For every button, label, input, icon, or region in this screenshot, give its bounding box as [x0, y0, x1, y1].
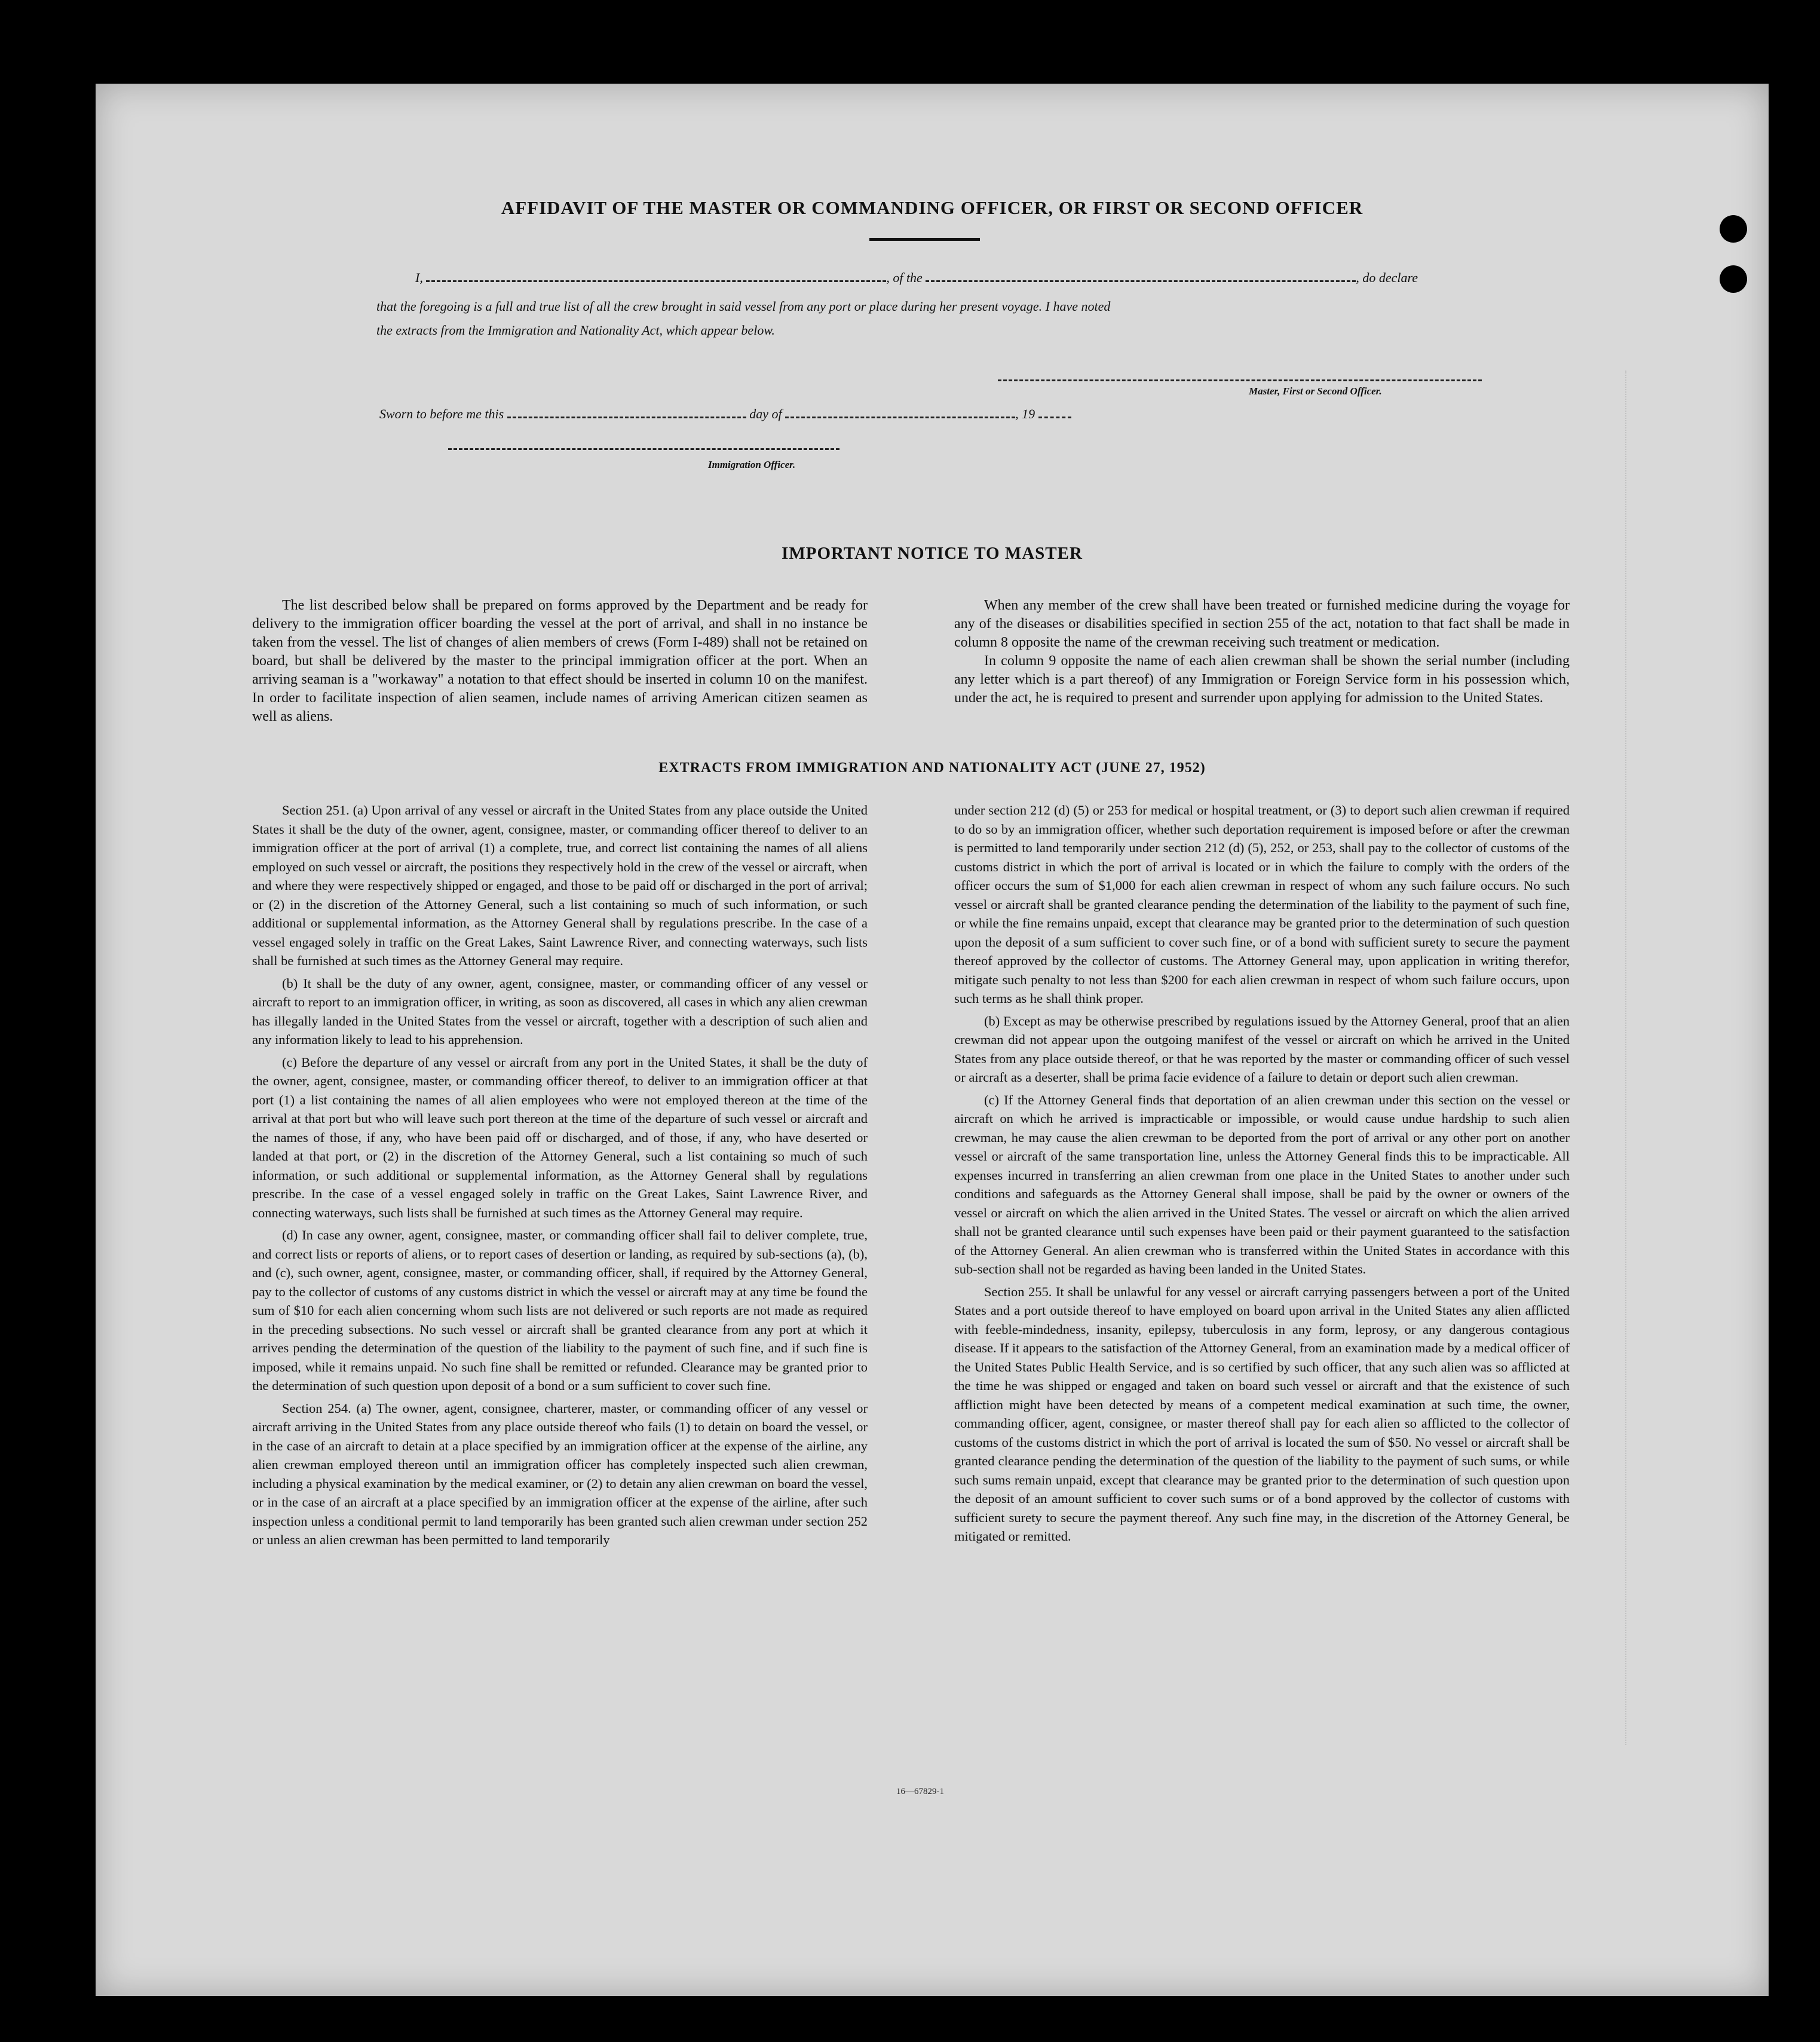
- affidavit-title: AFFIDAVIT OF THE MASTER OR COMMANDING OFFICER, OR FIRST OR SECOND OFFICER: [501, 197, 1364, 218]
- i-label: I,: [415, 270, 423, 285]
- section-254-b: (b) Except as may be otherwise prescribed by regulations issued by the Attorney General, proof that an alien crewman did not appear upon the outgoing manifest of the vessel or aircraft on which he arrived in the United States from any place outside thereof, or that he was reported by the master or commanding officer of such vessel or aircraft as a deserter, shall be prima facie evidence of a failure to detain or deport such alien crewman.: [954, 1013, 1570, 1085]
- title-underline: [869, 238, 980, 241]
- notice-right-text-1: When any member of the crew shall have been treated or furnished medicine during the voyage for any of the diseases or disabilities specified in section 255 of the act, notation to that fact shall be made in column 8 opposite the name of the crewman receiving such treatment or medication.: [954, 598, 1570, 650]
- section-254-c: (c) If the Attorney General finds that deportation of an alien crewman under this section on the vessel or aircraft on which he arrived is impracticable or impossible, or would cause undue hardship to such alien crewman, he may cause the alien crewman to be deported from the port of arrival or any other port on another vessel or aircraft of the same transportation line, unless the Attorney General finds this to be impracticable. All expenses incurred in transferring an alien crewman from one place in the United States to another under such conditions and safeguards as the Attorney General shall impose, shall be paid by the owner or owners of the vessel or aircraft on which the alien arrived in the United States. The vessel or aircraft on which the alien arrived shall not be granted clearance until such expenses have been paid or their payment guaranteed to the satisfaction of the Attorney General. An alien crewman who is transferred within the United States in accordance with this sub-section shall not be regarded as having been landed in the United States.: [954, 1092, 1570, 1276]
- affidavit-declaration-row: [415, 270, 1571, 286]
- of-the-label: , of the: [886, 270, 923, 285]
- vessel-field[interactable]: [926, 280, 1356, 282]
- name-field[interactable]: [426, 280, 886, 282]
- section-254-a: Section 254. (a) The owner, agent, consignee, charterer, master, or commanding officer of any vessel or aircraft arriving in the United States from any place outside thereof who fails (1) to detain on board the vessel, or in the case of an aircraft to detain at a place specified by an immigration officer at the expense of the airline, any alien crewman employed thereon until an immigration officer has completely inspected such alien crewman, including a physical examination by the medical examiner, or (2) to detain any alien crewman on board the vessel, or in the case of an aircraft at a place specified by an immigration officer at the expense of the airline, after such inspection unless a conditional permit to land temporarily has been granted such alien crewman under section 252 or unless an alien crewman has been permitted to land temporarily: [252, 1400, 868, 1547]
- sworn-day-field[interactable]: [507, 417, 746, 418]
- document-page: [96, 84, 1769, 1996]
- sworn-year-field[interactable]: [1038, 417, 1071, 418]
- notice-left-text: The list described below shall be prepared on forms approved by the Department and be ready for delivery to the immigration officer boarding the vessel at the port of arrival, and shall in no instance be taken from the vessel. The list of changes of alien members of crews (Form I-489) shall not be retained on board, but shall be delivered by the master to the principal immigration officer at the port. When an arriving seaman is a "workaway" a notation to that effect should be inserted in column 10 on the manifest. In order to facilitate inspection of alien seamen, include names of arriving American citizen seamen as well as aliens.: [252, 598, 868, 724]
- day-of-label: day of: [749, 406, 782, 421]
- immigration-officer-field[interactable]: [448, 448, 839, 450]
- section-254-a-cont: under section 212 (d) (5) or 253 for medical or hospital treatment, or (3) to deport such alien crewman if required to do so by an immigration officer, whether such deportation requirement is imposed before or after the crewman is permitted to land temporarily under section 212 (d) (5), 252, or 253, shall pay to the collector of customs of the customs district in which the port of arrival is located or in which the failure to comply with the orders of the officer occurs the sum of $1,000 for each alien crewman in respect of whom any such failure occurs. No such vessel or aircraft shall be granted clearance pending the determination of the liability to the payment of such fine, or while the fine remains unpaid, except that clearance may be granted prior to the determination of such question upon the deposit of a sum sufficient to cover such fine, or of a bond with sufficient surety to secure the payment thereof approved by the collector of customs. The Attorney General may, upon application in writing therefor, mitigate such penalty to not less than $200 for each alien crewman in respect of whom such failure occurs, upon such terms as he shall think proper.: [954, 803, 1570, 1006]
- extracts-title: EXTRACTS FROM IMMIGRATION AND NATIONALITY ACT (JUNE 27, 1952): [658, 760, 1206, 776]
- sworn-month-field[interactable]: [785, 417, 1015, 418]
- declaration-line-2: the extracts from the Immigration and Nationality Act, which appear below.: [376, 323, 775, 338]
- notice-title: IMPORTANT NOTICE TO MASTER: [782, 544, 1083, 563]
- section-251-d: (d) In case any owner, agent, consignee, master, or commanding officer shall fail to deliver complete, true, and correct lists or reports of aliens, or to report cases of desertion or landing, as required by sub-sections (a), (b), and (c), such owner, agent, consignee, master, or commanding officer, shall, if required by the Attorney General, pay to the collector of customs of any customs district in which the vessel or aircraft may at any time be found the sum of $10 for each alien concerning whom such lists are not delivered or such reports are not made as required in the preceding subsections. No such vessel or aircraft shall be granted clearance from any port at which it arrives pending the determination of the question of the liability to the payment of such fine, and if such fine is imposed, while it remains unpaid. No such fine shall be remitted or refunded. Clearance may be granted prior to the determination of such question upon deposit of a bond or a sum sufficient to cover such fine.: [252, 1227, 868, 1393]
- sworn-label: Sworn to before me this: [379, 406, 504, 421]
- form-number: 16—67829-1: [896, 1787, 944, 1796]
- section-255: Section 255. It shall be unlawful for any vessel or aircraft carrying passengers between a port of the United States and a port outside thereof to have employed on board upon arrival in the United States any alien afflicted with feeble-mindedness, insanity, epilepsy, tuberculosis in any form, leprosy, or any dangerous contagious disease. If it appears to the satisfaction of the Attorney General, from an examination made by a medical officer of the United States Public Health Service, and is so certified by such officer, that any such alien was so afflicted at the time he was shipped or engaged and taken on board such vessel or aircraft and that the existence of such affliction might have been detected by means of a competent medical examination at such time, the owner, commanding officer, agent, consignee, or master thereof shall pay for each alien so afflicted to the collector of customs of the customs district in which the port of arrival is located the sum of $50. No vessel or aircraft shall be granted clearance pending the determination of the question of the liability to the payment of such sums, or while such sums remain unpaid, except that clearance may be granted prior to the determination of such question upon the deposit of an amount sufficient to cover such sums or of a bond approved by the collector of customs with sufficient surety to secure the payment thereof. Any such fine may, in the discretion of the Attorney General, be mitigated or remitted.: [954, 1284, 1570, 1544]
- immigration-officer-label: Immigration Officer.: [708, 459, 796, 470]
- extracts-right-column: [954, 801, 1570, 1550]
- master-signature-label: Master, First or Second Officer.: [1249, 385, 1382, 397]
- do-declare-label: , do declare: [1356, 270, 1418, 285]
- year-label: , 19: [1015, 406, 1035, 421]
- sworn-row: [379, 406, 1071, 422]
- section-251-b: (b) It shall be the duty of any owner, agent, consignee, master, or commanding officer of any vessel or aircraft to report to an immigration officer, in writing, as soon as discovered, all cases in which any alien crewman has illegally landed in the United States from the vessel or aircraft, together with a description of such alien and any information likely to lead to his apprehension.: [252, 975, 868, 1047]
- declaration-line-1: that the foregoing is a full and true list of all the crew brought in said vessel from any port or place during her present voyage. I have noted: [376, 299, 1111, 314]
- punch-hole-top: [1720, 215, 1747, 243]
- notice-right-text-2: In column 9 opposite the name of each alien crewman shall be shown the serial number (including any letter which is a part thereof) of any Immigration or Foreign Service form in his possession which, under the act, he is required to present and surrender upon applying for admission to the United States.: [954, 653, 1570, 706]
- section-251-a: Section 251. (a) Upon arrival of any vessel or aircraft in the United States from any place outside the United States it shall be the duty of the owner, agent, consignee, master, or commanding officer thereof to deliver to an immigration officer at the port of arrival (1) a complete, true, and correct list containing the names of all aliens employed on such vessel or aircraft, the positions they respectively hold in the crew of the vessel or aircraft, when and where they were respectively shipped or engaged, and those to be paid off or discharged in the port of arrival; or (2) in the discretion of the Attorney General, such a list containing so much of such information, or such additional or supplemental information, as the Attorney General shall by regulations prescribe. In the case of a vessel engaged solely in traffic on the Great Lakes, Saint Lawrence River, and connecting waterways, such lists shall be furnished at such times as the Attorney General may require.: [252, 803, 868, 968]
- punch-hole-bottom: [1720, 265, 1747, 293]
- master-signature-field[interactable]: [998, 379, 1482, 381]
- extracts-left-column: [252, 801, 868, 1553]
- bleed-through-decoration: [1625, 371, 1698, 1745]
- section-251-c: (c) Before the departure of any vessel or aircraft from any port in the United States, it shall be the duty of the owner, agent, consignee, master, or commanding officer thereof, to deliver to an immigration officer at that port (1) a list containing the names of all alien employees who were not employed thereon at the time of the arrival at that port but who will leave such port thereon at the time of the departure of such vessel or aircraft and the names of those, if any, who have been paid off or discharged, and of those, if any, who have deserted or landed at that port, or (2) in the discretion of the Attorney General, such a list containing so much of such information, or such additional or supplemental information, as the Attorney General shall by regulations prescribe. In the case of a vessel engaged solely in traffic on the Great Lakes, Saint Lawrence River, and connecting waterways, such lists shall be furnished at such times as the Attorney General may require.: [252, 1054, 868, 1220]
- notice-right: [954, 596, 1570, 708]
- notice-left: [252, 596, 868, 726]
